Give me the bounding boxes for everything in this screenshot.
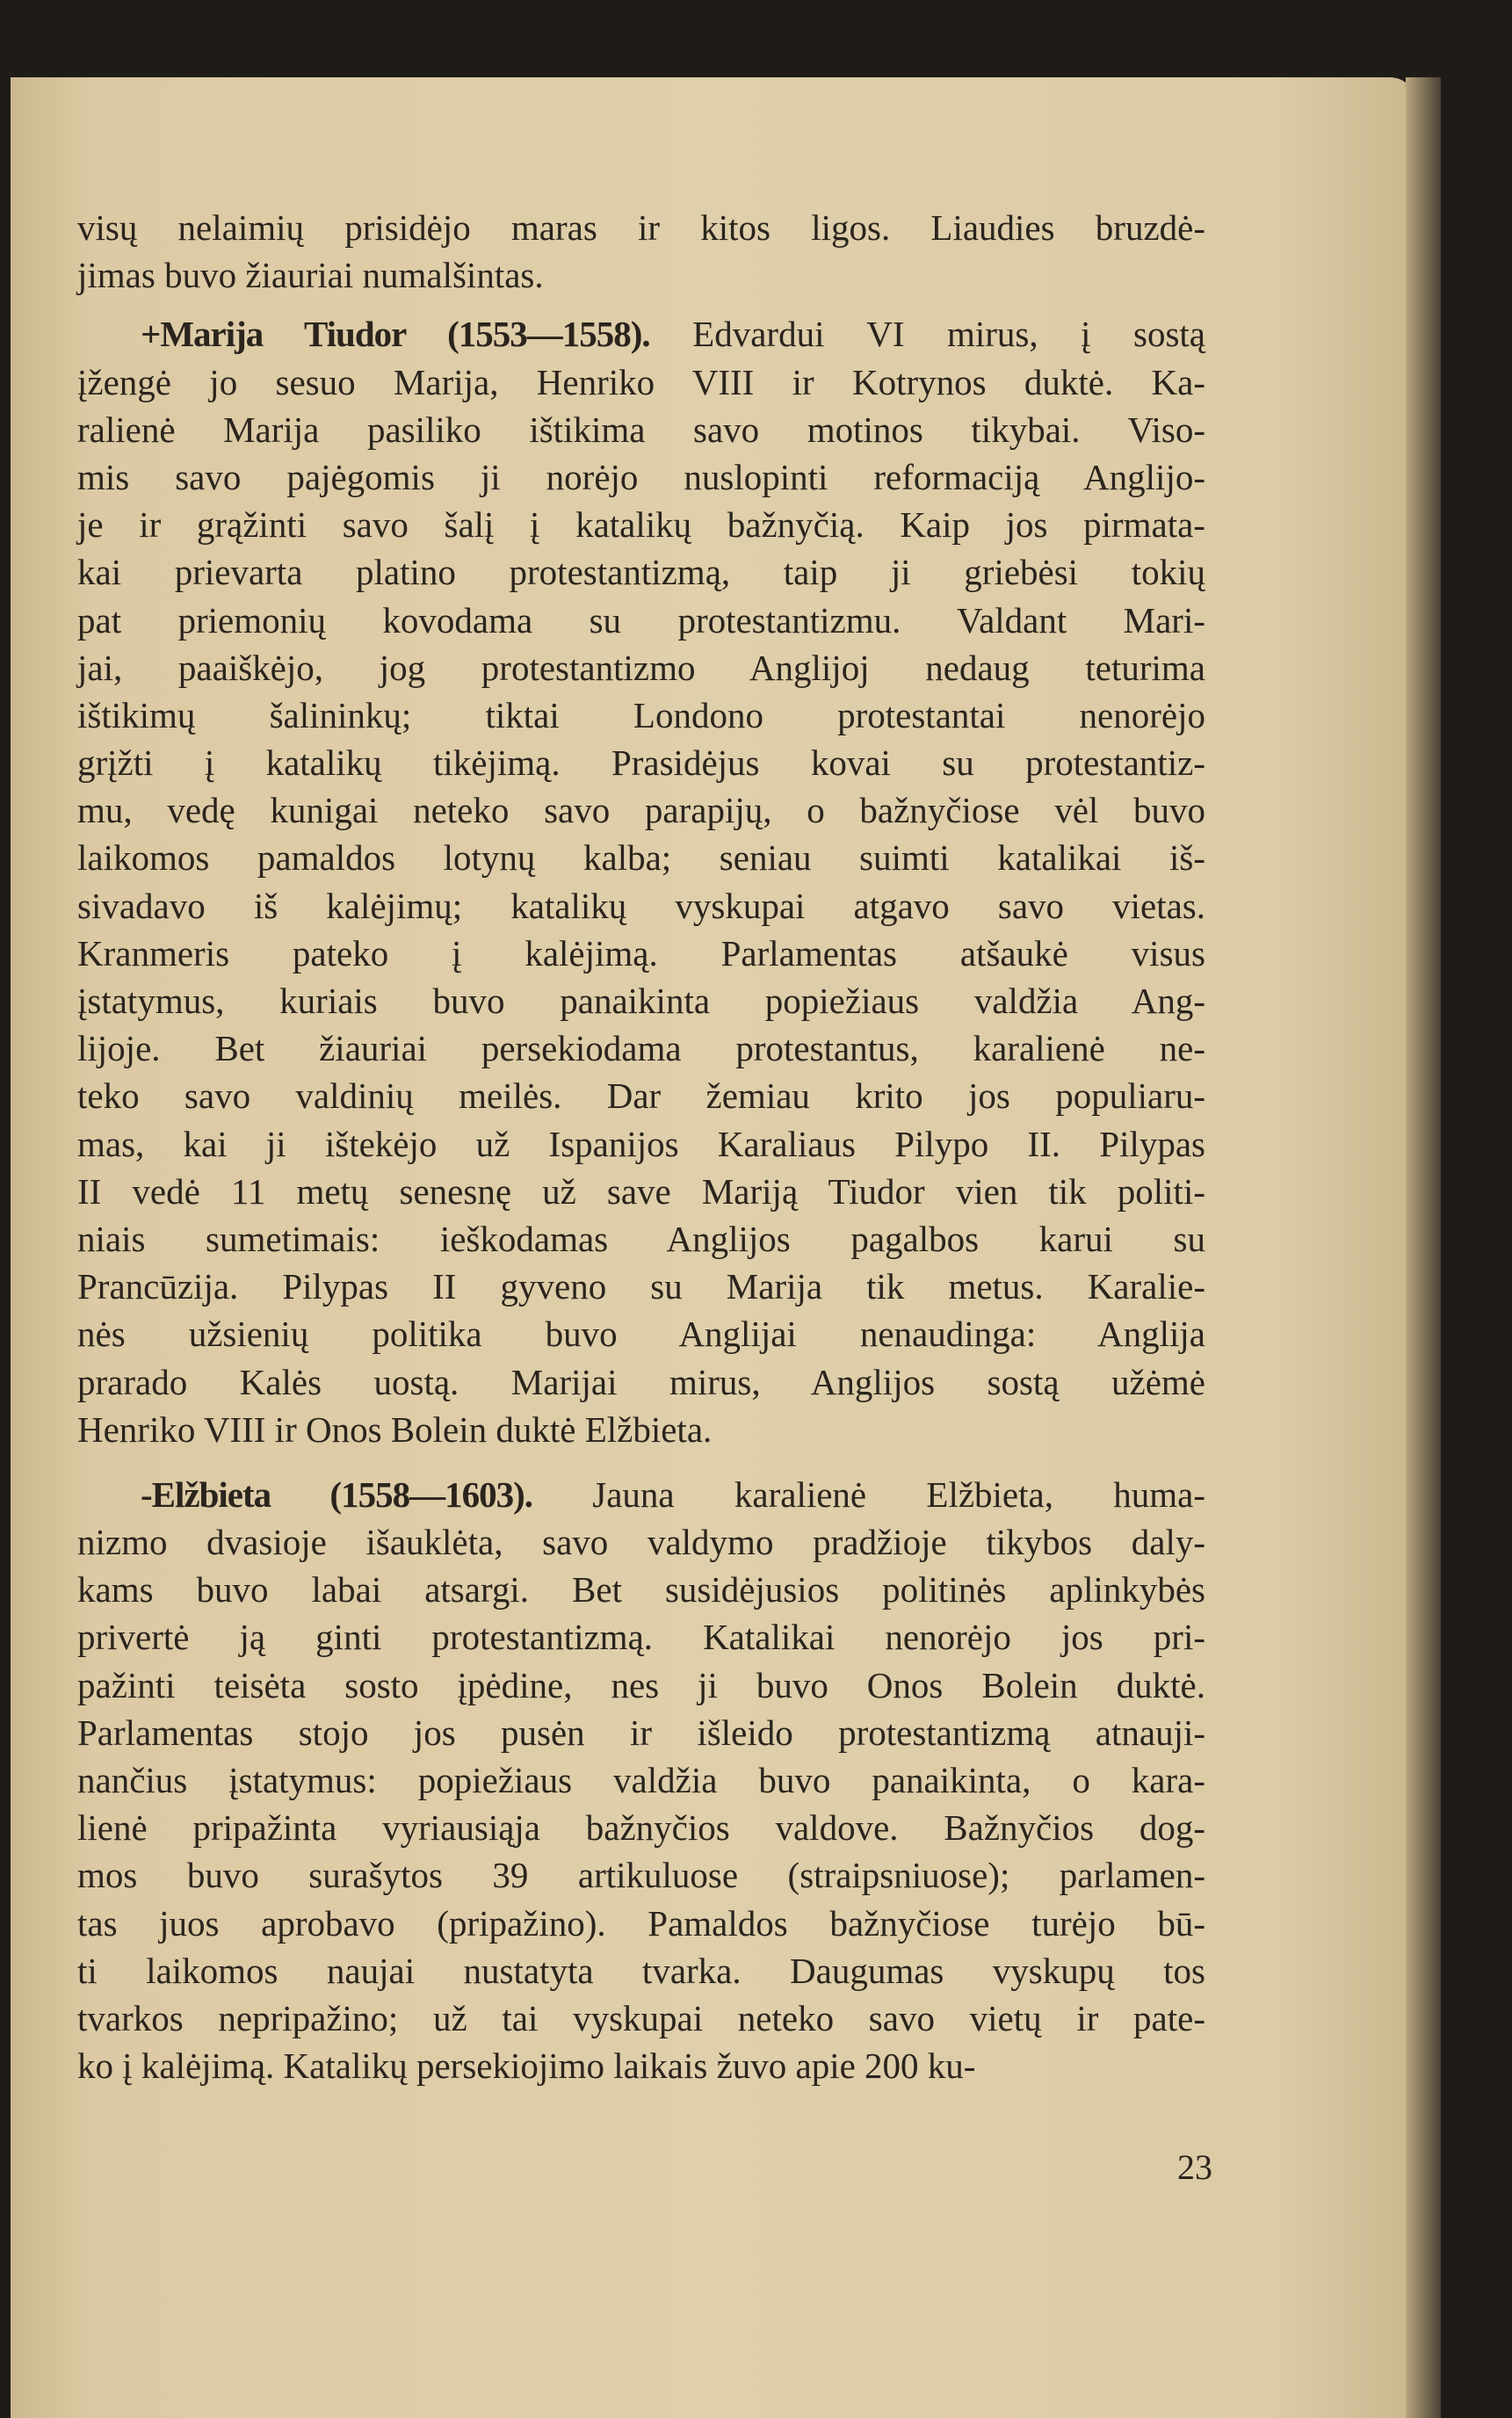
text-line: tvarkos nepripažino; už tai vyskupai neteko savo vietų ir pate- bbox=[77, 1997, 1205, 2038]
text-line: kams buvo labai atsargi. Bet susidėjusios politinės aplinkybės bbox=[77, 1569, 1205, 1611]
text-line: je ir grąžinti savo šalį į katalikų bažnyčią. Kaip jos pirmata- bbox=[77, 504, 1205, 546]
text-line: visų nelaimių prisidėjo maras ir kitos ligos. Liaudies bruzdė- bbox=[77, 207, 1205, 248]
page-body bbox=[77, 204, 1205, 2089]
text-line: mas, kai ji ištekėjo už Ispanijos Karaliaus Pilypo II. Pilypas bbox=[77, 1123, 1205, 1164]
text-line: lienė pripažinta vyriausiąja bažnyčios valdove. Bažnyčios dog- bbox=[77, 1807, 1205, 1849]
text-line: Kranmeris pateko į kalėjimą. Parlamentas atšaukė visus bbox=[77, 932, 1205, 974]
text-line: ralienė Marija pasiliko ištikima savo motinos tikybai. Viso- bbox=[77, 409, 1205, 450]
paragraph bbox=[77, 204, 1205, 299]
text-line: tas juos aprobavo (pripažino). Pamaldos bažnyčiose turėjo bū- bbox=[77, 1902, 1205, 1944]
text-line: mos buvo surašytos 39 artikuluose (straipsniuose); parlamen- bbox=[77, 1855, 1205, 1896]
text-line bbox=[77, 310, 1205, 358]
text-line: grįžti į katalikų tikėjimą. Prasidėjus kovai su protestantiz- bbox=[77, 742, 1205, 784]
text-line: II vedė 11 metų senesnę už save Mariją Tiudor vien tik politi- bbox=[77, 1170, 1205, 1212]
text-line: sivadavo iš kalėjimų; katalikų vyskupai atgavo savo vietas. bbox=[77, 885, 1205, 926]
text-line: Parlamentas stojo jos pusėn ir išleido protestantizmą atnauji- bbox=[77, 1712, 1205, 1753]
text-line: laikomos pamaldos lotynų kalba; seniau suimti katalikai iš- bbox=[77, 837, 1205, 879]
text-line: pažinti teisėta sosto įpėdine, nes ji buvo Onos Bolein duktė. bbox=[77, 1664, 1205, 1705]
text-line: kai prievarta platino protestantizmą, taip ji griebėsi tokių bbox=[77, 552, 1205, 593]
text-line: prarado Kalės uostą. Marijai mirus, Anglijos sostą užėmė bbox=[77, 1361, 1205, 1402]
line-text: Edvardui VI mirus, į sostą bbox=[692, 314, 1205, 355]
page-number: 23 bbox=[1177, 2147, 1212, 2187]
paragraph bbox=[77, 1471, 1205, 2089]
text-line: niais sumetimais: ieškodamas Anglijos pagalbos karui su bbox=[77, 1218, 1205, 1259]
text-line: lijoje. Bet žiauriai persekiodama protestantus, karalienė ne- bbox=[77, 1028, 1205, 1069]
text-line: mis savo pajėgomis ji norėjo nuslopinti reformaciją Anglijo- bbox=[77, 456, 1205, 497]
text-line: privertė ją ginti protestantizmą. Katalikai nenorėjo jos pri- bbox=[77, 1617, 1205, 1658]
text-line: ti laikomos naujai nustatyta tvarka. Daugumas vyskupų tos bbox=[77, 1950, 1205, 1991]
text-line: jai, paaiškėjo, jog protestantizmo Anglijoj nedaug teturima bbox=[77, 647, 1205, 688]
text-line: mu, vedę kunigai neteko savo parapijų, o bažnyčiose vėl buvo bbox=[77, 790, 1205, 831]
line-text: Jauna karalienė Elžbieta, huma- bbox=[592, 1473, 1205, 1515]
text-line: Prancūzija. Pilypas II gyveno su Marija tik metus. Karalie- bbox=[77, 1266, 1205, 1307]
text-line: įstatymus, kuriais buvo panaikinta popiežiaus valdžia Ang- bbox=[77, 981, 1205, 1021]
paragraph bbox=[77, 310, 1205, 1453]
section-heading: +Marija Tiudor (1553—1558). bbox=[141, 314, 650, 355]
section-heading: -Elžbieta (1558—1603). bbox=[141, 1473, 532, 1515]
page-edge bbox=[1406, 77, 1441, 2418]
text-line: įžengė jo sesuo Marija, Henriko VIII ir Kotrynos duktė. Ka- bbox=[77, 361, 1205, 402]
text-line bbox=[77, 1471, 1205, 1518]
text-line: ištikimų šalininkų; tiktai Londono protestantai nenorėjo bbox=[77, 694, 1205, 735]
text-line: nančius įstatymus: popiežiaus valdžia buvo panaikinta, o kara- bbox=[77, 1760, 1205, 1800]
text-line: teko savo valdinių meilės. Dar žemiau krito jos populiaru- bbox=[77, 1075, 1205, 1117]
text-line: pat priemonių kovodama su protestantizmu. Valdant Mari- bbox=[77, 599, 1205, 641]
text-line: nizmo dvasioje išauklėta, savo valdymo pradžioje tikybos daly- bbox=[77, 1522, 1205, 1563]
text-line: nės užsienių politika buvo Anglijai nenaudinga: Anglija bbox=[77, 1314, 1205, 1355]
text-line: jimas buvo žiauriai numalšintas. bbox=[77, 255, 544, 296]
text-line: Henriko VIII ir Onos Bolein duktė Elžbieta. bbox=[77, 1408, 713, 1450]
text-line: ko į kalėjimą. Katalikų persekiojimo laikais žuvo apie 200 ku- bbox=[77, 2045, 976, 2087]
